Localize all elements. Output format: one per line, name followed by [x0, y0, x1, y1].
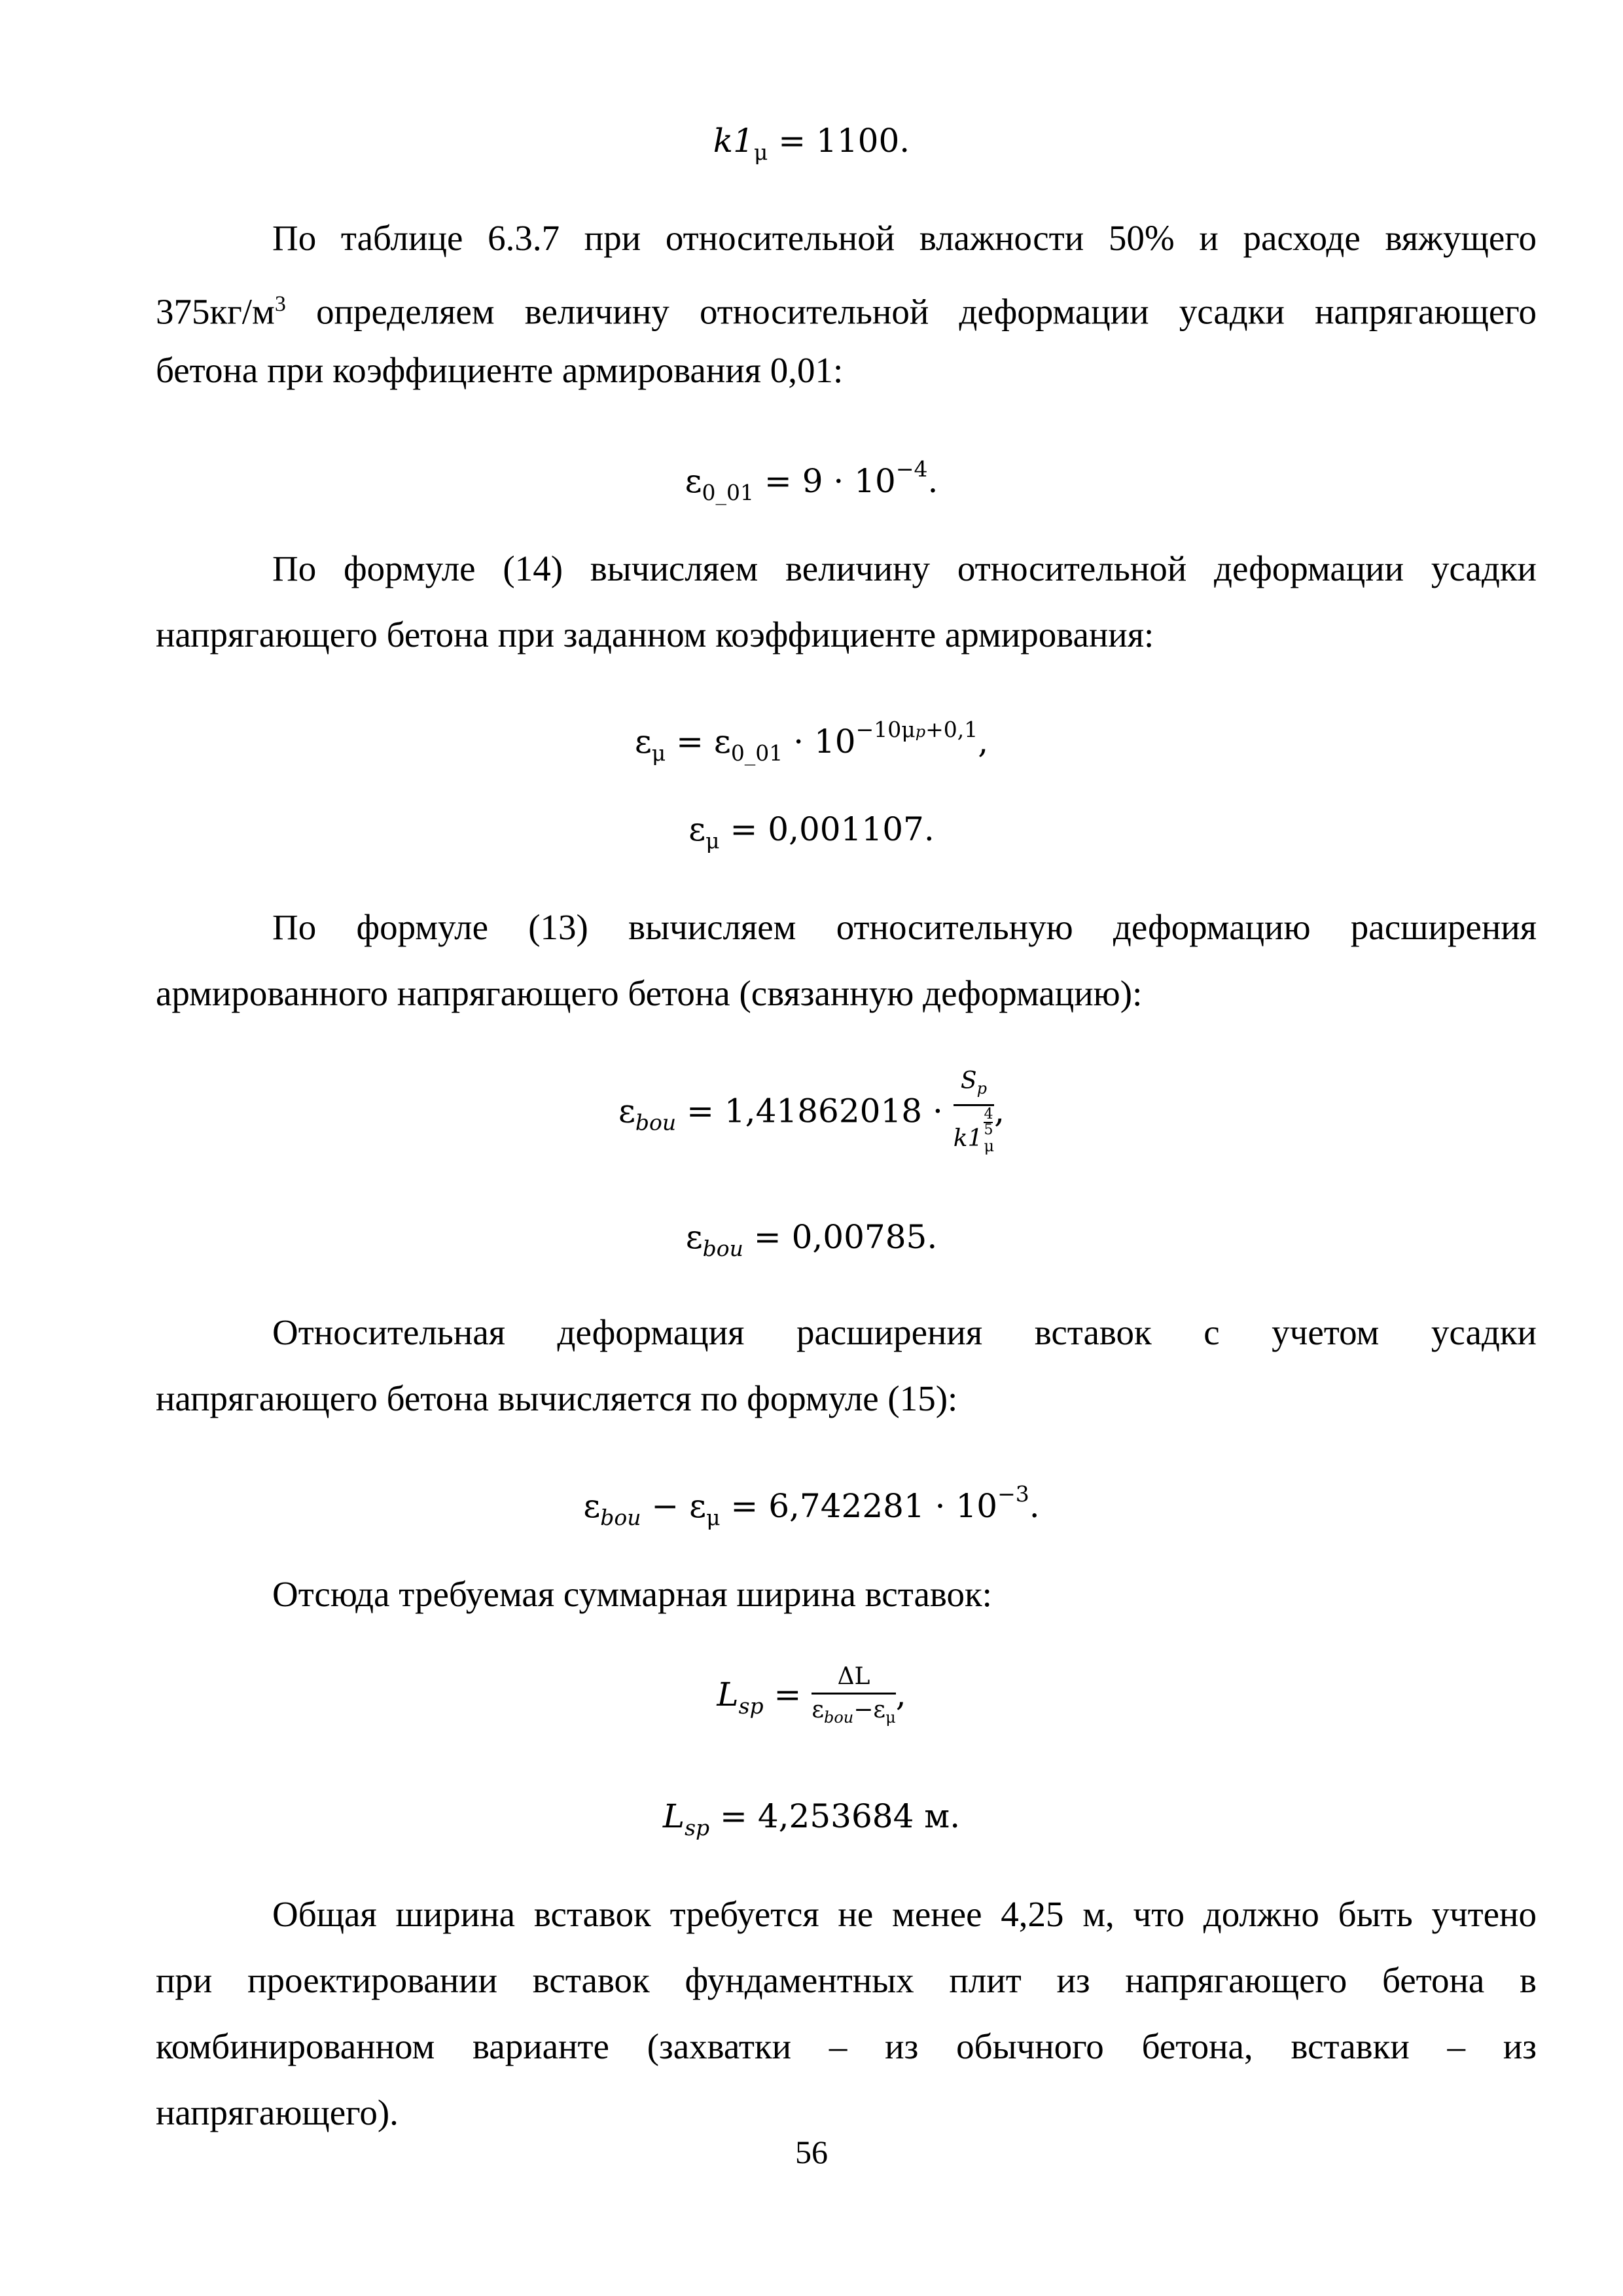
formula-symbol: ε: [688, 810, 706, 848]
text: армированного напрягающего бетона (связанную деформацию):: [156, 973, 1143, 1013]
fraction-numerator: ΔL: [812, 1662, 895, 1695]
paragraph-1-line-2: [156, 271, 1537, 344]
formula-symbol: ε: [685, 1218, 703, 1256]
formula-subscript: 0_01: [702, 480, 755, 505]
text: Общая ширина вставок требуется не менее 4,25 м, что должно быть учтено: [272, 1894, 1537, 1934]
formula-value: = 1,41862018 ·: [687, 1092, 954, 1130]
formula-punct: ,: [978, 723, 989, 761]
paragraph-6-line-1: [156, 1881, 1537, 1947]
formula-part: · 10: [783, 723, 856, 761]
formula-symbol: ε: [618, 1092, 635, 1130]
exponent-numerator: 4: [984, 1106, 993, 1122]
formula-subscript: μ: [706, 1505, 721, 1530]
text: 375кг/м: [156, 291, 275, 332]
text: определяем величину относительной деформации усадки напрягающего: [285, 291, 1537, 332]
formula-punct: ,: [895, 1676, 906, 1713]
paragraph-6-line-2: [156, 1947, 1537, 2013]
text: бетона при коэффициенте армирования 0,01:: [156, 350, 844, 390]
formula-subscript: sp: [738, 1693, 764, 1719]
formula-value: = 9 · 10: [764, 462, 896, 500]
formula-punct: .: [927, 462, 938, 500]
formula-lsp-value: [0, 1793, 1623, 1851]
formula-value: = 6,742281 · 10: [720, 1487, 998, 1525]
fraction-numerator: S: [960, 1067, 977, 1094]
superscript: 3: [274, 292, 286, 316]
formula-part: = ε: [676, 723, 731, 761]
text: Относительная деформация расширения вставок с учетом усадки: [272, 1312, 1537, 1352]
formula-lsp: [0, 1662, 1623, 1732]
page-number: 56: [795, 2134, 828, 2170]
text: напрягающего бетона при заданном коэффициенте армирования:: [156, 615, 1154, 655]
paragraph-2-line-1: [156, 535, 1537, 601]
fraction-denominator: −ε: [853, 1696, 886, 1723]
text: напрягающего бетона вычисляется по формуле (15):: [156, 1378, 958, 1418]
paragraph-3-line-1: [156, 894, 1537, 960]
text: при проектировании вставок фундаментных плит из напрягающего бетона в: [156, 1960, 1537, 2000]
formula-symbol: ε: [583, 1487, 601, 1525]
paragraph-1-line-3: [156, 337, 1537, 403]
paragraph-6-line-3: [156, 2013, 1537, 2079]
formula-subscript: μ: [651, 740, 666, 766]
fraction-denominator-sub: μ: [984, 1137, 995, 1155]
formula-punct: ,: [994, 1092, 1005, 1130]
formula-eps-mu: [0, 707, 1623, 776]
text: комбинированном варианте (захватки – из обычного бетона, вставки – из: [156, 2026, 1537, 2066]
formula-eps-mu-value: [0, 806, 1623, 864]
formula-fraction: [812, 1662, 895, 1732]
formula-symbol: ε: [685, 462, 702, 500]
fraction-denominator-sub: μ: [885, 1708, 896, 1727]
formula-value: = 0,001107.: [730, 810, 935, 848]
formula-punct: .: [1029, 1487, 1040, 1525]
text: Отсюда требуемая суммарная ширина вставок:: [272, 1574, 992, 1614]
text: По таблице 6.3.7 при относительной влажности 50% и расходе вяжущего: [272, 218, 1537, 258]
paragraph-4-line-1: [156, 1299, 1537, 1365]
formula-exponent: −3: [997, 1481, 1029, 1507]
paragraph-1-line-1: [156, 205, 1537, 271]
formula-symbol: ε: [634, 723, 652, 761]
fraction-denominator-sub: bou: [823, 1708, 854, 1727]
formula-subscript: 0_01: [730, 740, 783, 766]
formula-value: = 1100.: [778, 122, 910, 160]
paragraph-2-line-2: [156, 601, 1537, 668]
paragraph-4-line-2: [156, 1365, 1537, 1431]
formula-exponent: +0,1: [925, 717, 978, 742]
fraction-numerator-sub: p: [976, 1079, 987, 1098]
paragraph-3-line-2: [156, 960, 1537, 1026]
formula-subscript: sp: [685, 1815, 710, 1840]
formula-k1-mu: [0, 118, 1623, 175]
formula-subscript: μ: [705, 828, 720, 853]
formula-part: − ε: [641, 1487, 707, 1525]
formula-difference: [0, 1471, 1623, 1541]
formula-exponent: −4: [895, 456, 928, 482]
formula-part: =: [763, 1676, 812, 1713]
text: По формуле (14) вычисляем величину относительной деформации усадки: [272, 548, 1537, 588]
formula-symbol: k1: [713, 122, 754, 160]
formula-subscript: bou: [702, 1236, 743, 1261]
formula-symbol: L: [662, 1797, 685, 1835]
text: напрягающего).: [156, 2092, 399, 2132]
formula-eps-0-01: [0, 446, 1623, 516]
formula-subscript: bou: [635, 1109, 677, 1136]
formula-eps-bou: [0, 1067, 1623, 1160]
exponent-denominator: 5: [984, 1122, 993, 1138]
formula-exponent: −10μ: [855, 717, 916, 742]
formula-fraction: [954, 1067, 994, 1160]
formula-value: = 4,253684 м.: [709, 1797, 961, 1835]
paragraph-5-line-1: [156, 1561, 1537, 1627]
fraction-denominator: ε: [812, 1696, 824, 1723]
formula-subscript: μ: [753, 139, 768, 165]
formula-symbol: L: [717, 1676, 739, 1713]
formula-value: = 0,00785.: [753, 1218, 938, 1256]
formula-exponent-sub: p: [915, 723, 926, 741]
text: По формуле (13) вычисляем относительную деформацию расширения: [272, 907, 1537, 947]
formula-subscript: bou: [600, 1505, 641, 1530]
formula-eps-bou-value: [0, 1214, 1623, 1272]
fraction-denominator: k1: [953, 1125, 983, 1152]
